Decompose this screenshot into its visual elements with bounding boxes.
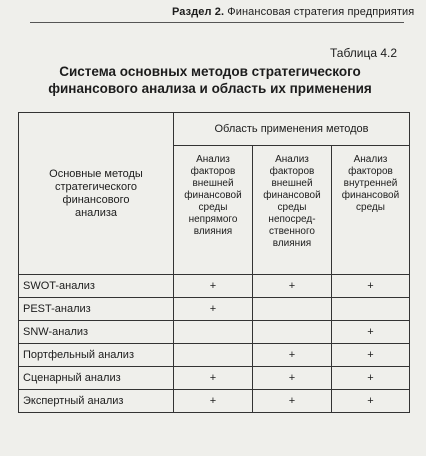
method-name: Экспертный анализ — [19, 390, 174, 413]
column-header-internal — [332, 146, 410, 275]
table-row — [19, 275, 410, 298]
mark-cell: + — [332, 367, 410, 390]
mark-cell — [253, 298, 332, 321]
column-header-direct — [253, 146, 332, 275]
mark-cell — [253, 321, 332, 344]
mark-cell — [174, 321, 253, 344]
methods-header-text: Основные методы стратегического финансового анализа — [49, 167, 143, 219]
mark-cell: + — [253, 344, 332, 367]
mark-cell: + — [332, 321, 410, 344]
mark-cell: + — [253, 275, 332, 298]
mark-cell: + — [253, 367, 332, 390]
table-number: Таблица 4.2 — [330, 46, 398, 60]
mark-cell — [332, 298, 410, 321]
column-header-text: Анализ факторов внутренней финансовой среды — [341, 154, 400, 213]
mark-cell: + — [174, 390, 253, 413]
header-divider — [30, 22, 404, 23]
column-header-text: Анализ факторов внешней финансовой среды непрямого влияния — [184, 154, 242, 237]
method-name: PEST-анализ — [19, 298, 174, 321]
methods-column-header — [19, 113, 174, 275]
section-title: Финансовая стратегия предприятия — [227, 6, 415, 18]
running-header — [172, 6, 414, 18]
table-header-row — [19, 113, 410, 146]
section-number: Раздел 2. — [172, 6, 225, 18]
mark-cell: + — [174, 275, 253, 298]
area-column-header: Область применения методов — [174, 113, 410, 146]
method-name: SWOT-анализ — [19, 275, 174, 298]
table-row — [19, 321, 410, 344]
mark-cell: + — [332, 275, 410, 298]
mark-cell: + — [332, 390, 410, 413]
table-caption: Система основных методов стратегического финансового анализа и область их применения — [48, 64, 372, 96]
mark-cell: + — [174, 367, 253, 390]
methods-table — [18, 112, 410, 413]
table-row — [19, 298, 410, 321]
table-row — [19, 390, 410, 413]
table-row — [19, 344, 410, 367]
table-row — [19, 367, 410, 390]
method-name: Сценарный анализ — [19, 367, 174, 390]
method-name: Портфельный анализ — [19, 344, 174, 367]
mark-cell: + — [253, 390, 332, 413]
method-name: SNW-анализ — [19, 321, 174, 344]
mark-cell: + — [174, 298, 253, 321]
column-header-indirect — [174, 146, 253, 275]
column-header-text: Анализ факторов внешней финансовой среды непосред- ственного влияния — [263, 154, 321, 249]
mark-cell — [174, 344, 253, 367]
mark-cell: + — [332, 344, 410, 367]
